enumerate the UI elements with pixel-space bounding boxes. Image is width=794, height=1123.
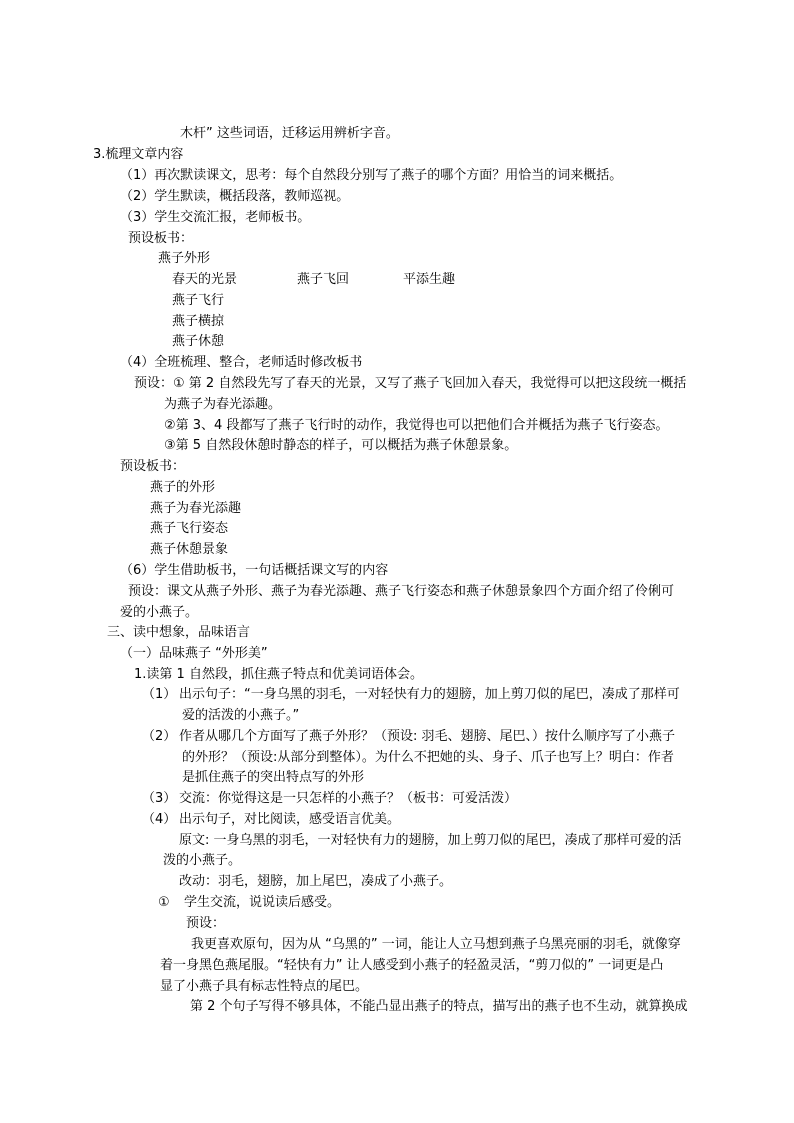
board-item: 燕子飞回	[297, 272, 350, 287]
board-item: 平添生趣	[403, 272, 456, 287]
item-number: （2）	[142, 729, 177, 744]
section-heading: 三、读中想象，品味语言	[107, 625, 251, 640]
board-item: 燕子飞行姿态	[150, 521, 229, 536]
text-line: 预设：	[186, 916, 226, 931]
text-line: 预设：① 第 2 自然段先写了春天的光景，又写了燕子飞回加入春天，我觉得可以把这段统一概括	[134, 376, 687, 391]
text-line: 第 2 个句子写得不够具体，不能凸显出燕子的特点，描写出的燕子也不生动，就算换成	[190, 999, 688, 1014]
board-item: 燕子休憩	[172, 334, 225, 349]
board-item: 燕子外形	[158, 251, 211, 266]
item-number: （3）	[142, 791, 177, 806]
item-number: ①	[158, 895, 170, 910]
text-line: ②第 3、4 段都写了燕子飞行时的动作，我觉得也可以把他们合并概括为燕子飞行姿态。	[164, 418, 669, 433]
text-line: 原文: 一身乌黑的羽毛，一对轻快有力的翅膀，加上剪刀似的尾巴，凑成了那样可爱的活	[179, 833, 682, 848]
text-line: 改动：羽毛，翅膀，加上尾巴，凑成了小燕子。	[179, 874, 453, 889]
board-item: 燕子休憩景象	[150, 542, 229, 557]
text-line: 爱的小燕子。	[120, 605, 199, 620]
text-line: 预设：课文从燕子外形、燕子为春光添趣、燕子飞行姿态和燕子休憩景象四个方面介绍了伶俐可	[128, 584, 675, 599]
text-line: 泼的小燕子。	[163, 853, 242, 868]
board-item: 燕子为春光添趣	[150, 501, 242, 516]
section-heading: 3.梳理文章内容	[93, 147, 184, 162]
text-line: 作者从哪几个方面写了燕子外形？（预设: 羽毛、翅膀、尾巴、）按什么顺序写了小燕子	[179, 729, 676, 744]
board-item: 燕子飞行	[172, 293, 225, 308]
subsection-heading: （一）品味燕子 “外形美”	[120, 646, 268, 661]
text-line: 木杆” 这些词语，迁移运用辨析字音。	[180, 126, 399, 141]
item-number: （4）	[142, 812, 177, 827]
item-number: （1）	[142, 687, 177, 702]
text-line: 我更喜欢原句，因为从 “乌黑的” 一词，能让人立马想到燕子乌黑亮丽的羽毛，就像穿	[191, 937, 681, 952]
text-line: 出示句子，对比阅读，感受语言优美。	[179, 812, 401, 827]
text-line: ③第 5 自然段休憩时静态的样子，可以概括为燕子休憩景象。	[164, 438, 518, 453]
text-line: （1）再次默读课文，思考：每个自然段分别写了燕子的哪个方面？用恰当的词来概括。	[120, 168, 623, 183]
text-line: 是抓住燕子的突出特点写的外形	[182, 770, 365, 785]
text-line: （4）全班梳理、整合，老师适时修改板书	[120, 355, 363, 370]
text-line: 着一身黑色燕尾服。“轻快有力” 让人感受到小燕子的轻盈灵活，“剪刀似的” 一词更是凸	[160, 958, 664, 973]
text-line: 爱的活泼的小燕子。”	[182, 708, 300, 723]
text-line: 交流：你觉得这是一只怎样的小燕子？（板书：可爱活泼）	[179, 791, 518, 806]
text-line: 出示句子：“一身乌黑的羽毛，一对轻快有力的翅膀，加上剪刀似的尾巴，凑成了那样可	[179, 687, 680, 702]
text-line: 显了小燕子具有标志性特点的尾巴。	[160, 979, 369, 994]
text-line: 学生交流，说说读后感受。	[184, 895, 341, 910]
text-line: 为燕子为春光添趣。	[164, 397, 282, 412]
text-line: （6）学生借助板书，一句话概括课文写的内容	[120, 563, 389, 578]
board-item: 燕子的外形	[150, 480, 216, 495]
text-line: 1.读第 1 自然段，抓住燕子特点和优美词语体会。	[134, 667, 423, 682]
text-line: （2）学生默读，概括段落，教师巡视。	[120, 189, 350, 204]
text-line: （3）学生交流汇报，老师板书。	[120, 210, 311, 225]
board-item: 燕子横掠	[172, 314, 225, 329]
text-line: 的外形？（预设:从部分到整体）。为什么不把她的头、身子、爪子也写上？明白：作者	[182, 750, 674, 765]
text-line: 预设板书：	[120, 459, 186, 474]
text-line: 预设板书：	[128, 231, 194, 246]
board-item: 春天的光景	[172, 272, 238, 287]
